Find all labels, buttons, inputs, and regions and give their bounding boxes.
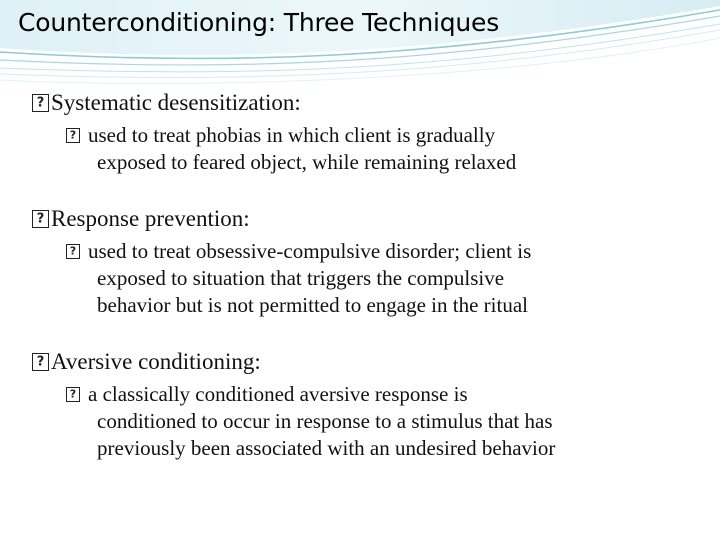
sub-item	[66, 381, 702, 462]
sub-item	[66, 238, 702, 319]
sub-item-line	[66, 122, 702, 149]
section-heading	[32, 347, 702, 377]
missing-glyph-box-icon: ?	[66, 128, 80, 143]
sub-item-line: previously been associated with an undesired behavior	[97, 436, 556, 460]
section-response-prevention	[32, 204, 702, 319]
sub-item-text: used to treat phobias in which client is gradually	[88, 123, 496, 147]
section-heading	[32, 88, 702, 118]
missing-glyph-box-icon: ?	[66, 244, 80, 259]
heading-text: Aversive conditioning:	[51, 349, 261, 374]
sub-item-line: exposed to feared object, while remaining relaxed	[97, 150, 517, 174]
sub-item-line: behavior but is not permitted to engage in the ritual	[97, 293, 528, 317]
missing-glyph-box-icon: ?	[32, 94, 49, 112]
missing-glyph-box-icon: ?	[32, 353, 49, 371]
section-heading	[32, 204, 702, 234]
missing-glyph-box-icon: ?	[32, 210, 49, 228]
sub-item-line	[66, 238, 702, 265]
sub-item-line: exposed to situation that triggers the compulsive	[97, 266, 505, 290]
sub-item	[66, 122, 702, 176]
section-aversive-conditioning	[32, 347, 702, 462]
sub-item-line: conditioned to occur in response to a stimulus that has	[97, 409, 553, 433]
section-systematic-desensitization	[32, 88, 702, 176]
bullet-list	[32, 88, 702, 462]
sub-item-text: a classically conditioned aversive response is	[88, 382, 468, 406]
sub-item-text: used to treat obsessive-compulsive disorder; client is	[88, 239, 532, 263]
slide-title: Counterconditioning: Three Techniques	[18, 8, 500, 37]
heading-text: Response prevention:	[51, 206, 250, 231]
heading-text: Systematic desensitization:	[51, 90, 301, 115]
missing-glyph-box-icon: ?	[66, 387, 80, 402]
sub-item-line	[66, 381, 702, 408]
